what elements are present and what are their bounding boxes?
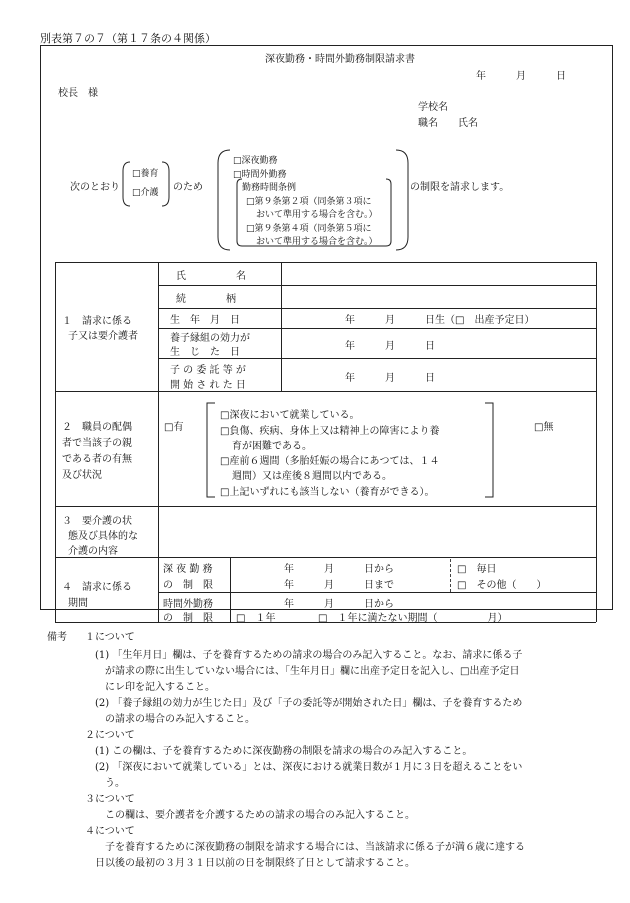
spouse-no-checkbox[interactable]: □無	[534, 422, 554, 433]
name-field[interactable]	[283, 264, 594, 284]
overtime-less-than-year-checkbox[interactable]: □ １年に満たない期間（ 月）	[318, 613, 508, 624]
position-name-label: 職名 氏名	[418, 118, 478, 129]
overtime-limit-label-line2: の 制 限	[163, 613, 213, 624]
section4-label-line2: 期間	[68, 598, 88, 609]
label-col-line	[158, 262, 159, 622]
section1-label-line1: １ 請求に係る	[62, 316, 132, 327]
care-details-field[interactable]	[160, 508, 594, 555]
entrust-label-line1: 子 の 委 託 等 が	[170, 365, 246, 376]
option-night-work[interactable]: □深夜勤務	[233, 156, 278, 166]
status-none[interactable]: □上記いずれにも該当しない（養育ができる）。	[220, 487, 435, 498]
date-line: 年 月 日	[476, 71, 566, 82]
option-art9-2-line2: おいて準用する場合を含む。）	[256, 210, 378, 220]
note2-2-line2: う。	[105, 778, 125, 789]
status-illness-cont: 育が困難である。	[232, 441, 312, 452]
section2-bottom-line	[55, 506, 596, 507]
intro-suffix: の制限を請求します。	[410, 182, 510, 193]
relation-field[interactable]	[283, 287, 594, 307]
bracket-right-small	[161, 161, 171, 207]
note2-1: (1) この欄は、子を養育するために深夜勤務の制限を請求の場合のみ記入すること。	[95, 746, 473, 757]
section2-label-line3: である者の有無	[62, 454, 132, 465]
birthdate-label: 生 年 月 日	[170, 315, 240, 326]
note1-heading: １について	[85, 632, 135, 643]
option-overtime[interactable]: □時間外勤務	[233, 170, 287, 180]
section4-label-line1: ４ 請求に係る	[62, 582, 132, 593]
night-limit-label-line1: 深 夜 勤 務	[163, 564, 213, 575]
section2-label-line1: ２ 職員の配偶	[62, 422, 132, 433]
overtime-limit-label-line1: 時間外勤務	[163, 599, 213, 610]
option-childcare[interactable]: □養育	[132, 169, 159, 179]
bracket-left-large	[217, 149, 231, 251]
night-from-date[interactable]: 年 月 日から	[284, 564, 394, 575]
status-bracket-left	[206, 402, 216, 498]
subcol-line-section1	[281, 262, 282, 391]
birthdate-field[interactable]: 年 月 日生（□ 出産予定日）	[345, 315, 535, 326]
section2-label-line4: 及び状況	[62, 470, 102, 481]
relation-label: 続 柄	[176, 294, 236, 305]
subcol-line-section4	[230, 557, 231, 622]
note1-2-line1: (2) 「養子縁組の効力が生じた日」及び「子の委託等が開始された日」欄は、子を養育するため	[95, 698, 523, 709]
row-line-2	[158, 308, 596, 309]
night-to-date[interactable]: 年 月 日まで	[284, 580, 394, 591]
section3-label-line1: ３ 要介護の状	[62, 516, 132, 527]
row-line-4	[158, 358, 596, 359]
entrust-label-line2: 開 始 さ れ た 日	[170, 380, 246, 391]
school-name-label: 学校名	[418, 102, 448, 113]
name-label: 氏 名	[176, 271, 246, 282]
option-art9-2-line1[interactable]: □第９条第２項（同条第３項に	[246, 197, 372, 207]
overtime-1year-checkbox[interactable]: □ １年	[236, 613, 276, 624]
table-top-line	[55, 262, 596, 263]
status-night-work[interactable]: □深夜において就業している。	[220, 410, 360, 421]
adoption-label-line1: 養子縁組の効力が	[170, 333, 250, 344]
status-pregnancy[interactable]: □産前６週間（多胎妊娠の場合にあつては、１４	[220, 456, 440, 467]
note3-1: この欄は、要介護者を介護するための請求の場合のみ記入すること。	[105, 810, 415, 821]
note2-heading: ２について	[85, 730, 135, 741]
section3-label-line3: 介護の内容	[68, 546, 118, 557]
table-left-line	[55, 262, 56, 622]
form-title: 深夜勤務・時間外勤務制限請求書	[265, 54, 415, 65]
option-art9-4-line1[interactable]: □第９条第４項（同条第５項に	[246, 224, 372, 234]
table-right-line	[596, 262, 597, 622]
note3-heading: ３について	[85, 794, 135, 805]
note4-1-line1: 子を養育するために深夜勤務の制限を請求する場合には、当該請求に係る子が満６歳に達する	[105, 842, 525, 853]
daily-checkbox[interactable]: □ 毎日	[457, 564, 497, 575]
night-limit-label-line2: の 制 限	[163, 580, 213, 591]
status-pregnancy-cont: 週間）又は産後８週間以内である。	[232, 471, 392, 482]
note1-1-line2: が請求の際に出生していない場合には、「生年月日」欄に出産予定日を記入し、□出産予定日	[105, 666, 520, 677]
row-line-1	[158, 285, 596, 286]
adoption-date-field[interactable]: 年 月 日	[345, 341, 435, 352]
note1-2-line2: の請求の場合のみ記入すること。	[105, 714, 255, 725]
option-art9-4-line2: おいて準用する場合を含む。）	[256, 237, 378, 247]
entrust-date-field[interactable]: 年 月 日	[345, 373, 435, 384]
section2-label-line2: 者で当該子の親	[62, 438, 132, 449]
note2-2-line1: (2) 「深夜において就業している」とは、深夜における就業日数が１月に３日を超えることをい	[95, 762, 523, 773]
notes-heading: 備考	[47, 632, 67, 643]
dashed-divider	[450, 559, 451, 592]
note1-1-line3: にレ印を記入すること。	[105, 682, 215, 693]
bracket-right-large	[395, 149, 409, 251]
note4-1-line2: 日以後の最初の３月３１日以前の日を制限終了日として請求すること。	[95, 858, 415, 869]
section3-label-line2: 態及び具体的な	[68, 531, 138, 542]
spouse-yes-checkbox[interactable]: □有	[164, 422, 184, 433]
intro-prefix: 次のとおり	[70, 182, 120, 193]
intro-for: のため	[173, 182, 203, 193]
adoption-label-line2: 生 じ た 日	[170, 347, 240, 358]
ordinance-label: 勤務時間条例	[242, 183, 297, 193]
row-line-overtime	[158, 592, 596, 593]
note1-1-line1: (1) 「生年月日」欄は、子を養育するための請求の場合のみ記入すること。なお、請求に係る子	[95, 650, 523, 661]
status-bracket-right	[484, 402, 494, 498]
other-checkbox[interactable]: □ その他（ ）	[457, 580, 547, 591]
form-caption: 別表第７の７（第１７条の４関係）	[40, 32, 216, 45]
section3-bottom-line	[55, 557, 596, 558]
status-illness[interactable]: □負傷、疾病、身体上又は精神上の障害により養	[220, 426, 440, 437]
note4-heading: ４について	[85, 826, 135, 837]
addressee: 校長 様	[58, 88, 98, 99]
bracket-left-small	[122, 161, 132, 207]
overtime-from-date[interactable]: 年 月 日から	[284, 599, 394, 610]
option-care[interactable]: □介護	[132, 188, 159, 198]
section1-bottom-line	[55, 391, 596, 392]
section1-label-line2: 子又は要介護者	[68, 331, 138, 342]
